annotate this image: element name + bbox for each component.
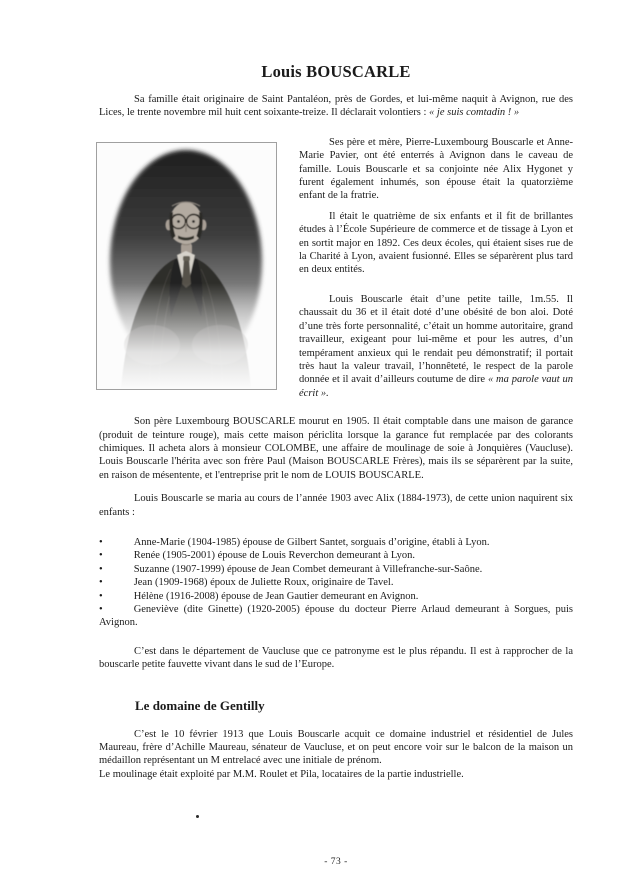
paragraph-father: Son père Luxembourg BOUSCARLE mourut en 1905. Il était comptable dans une maison de garance (produit de teinture rouge), mais cette maison périclita lorsque la garance fut remplacée par des colorants chimiques. Il acheta alors à monsieur COLOMBE, une affaire de moulinage de soie à Jonquières (Vaucluse). Louis Bouscarle l'hérita avec son frère Paul (Maison BOUSCARLE Frères), mais ils se séparèrent par la suite, en raison de mésentente, et l'entreprise prit le nom de LOUIS BOUSCARLE.: [99, 416, 573, 481]
bullet-marker: •: [99, 536, 103, 548]
paragraph-studies: Il était le quatrième de six enfants et il fit de brillantes études à l’École Supérieure de commerce et de tissage à Lyon et en sortit major en 1892. Ces deux écoles, qui étaient sises rue de la Charité à Lyon, avaient fusionné. Elles se séparèrent plus tard en deux entités.: [299, 210, 573, 276]
photo-frame: [96, 142, 277, 390]
list-item: [99, 603, 573, 630]
personality-text: Louis Bouscarle était d’une petite taille, 1m.55. Il chaussait du 36 et il était doté d’une obésité de bon aloi. Doté d’une très forte personnalité, c’était un homme autoritaire, grand travailleur, exigeant pour lui-même et pour les autres, d’un tempérament anxieux qui le rendait peu démonstratif; il portait très haut la valeur travail, l’honnêteté, le respect de la parole donnée et il avait d’ailleurs coutume de dire: [299, 293, 573, 386]
list-item: [99, 536, 573, 549]
page-number: - 73 -: [324, 857, 348, 867]
page-title: Louis BOUSCARLE: [261, 62, 411, 81]
list-item: [99, 590, 573, 603]
paragraph-marriage: Louis Bouscarle se maria au cours de l’année 1903 avec Alix (1884-1973), de cette union naquirent six enfants :: [99, 493, 573, 518]
ink-dot: [196, 815, 199, 818]
bullet-marker: •: [99, 577, 103, 589]
list-item-text: Hélène (1916-2008) épouse de Jean Gautier demeurant en Avignon.: [133, 590, 419, 602]
children-list: [99, 536, 573, 630]
paragraph-parents: Ses père et mère, Pierre-Luxembourg Bouscarle et Anne-Marie Pavier, ont été enterrés à Avignon dans le caveau de famille. Louis Bouscarle et sa conjointe née Alix Hygonet y furent également inhumés, son épouse était la quatorzième enfant de la fratrie.: [299, 136, 573, 202]
bullet-marker: •: [99, 590, 103, 602]
list-item-text: Renée (1905-2001) épouse de Louis Reverchon demeurant à Lyon.: [133, 550, 416, 562]
list-item-text: Anne-Marie (1904-1985) épouse de Gilbert Santet, sorguais d’origine, établi à Lyon.: [133, 536, 490, 548]
list-item-text: Jean (1909-1968) époux de Juliette Roux, originaire de Tavel.: [133, 577, 394, 589]
paragraph-personality: [299, 293, 573, 400]
section-heading: Le domaine de Gentilly: [135, 697, 265, 713]
photo-side-column: [299, 136, 573, 400]
bullet-marker: •: [99, 604, 103, 615]
portrait-photo: [97, 143, 276, 389]
list-item: [99, 576, 573, 589]
intro-quote: « je suis comtadin ! »: [429, 107, 520, 119]
intro-text: Sa famille était originaire de Saint Pantaléon, près de Gordes, et lui-même naquit à Avignon, rue des Lices, le trente novembre mil huit cent soixante-treize. Il déclarait volontiers :: [99, 94, 573, 119]
photo-and-text-row: [99, 136, 573, 400]
list-item-text: Geneviève (dite Ginette) (1920-2005) épouse du docteur Pierre Arlaud demeurant à Sorgues, puis Avignon.: [99, 604, 573, 629]
paragraph-patronyme: C’est dans le département de Vaucluse que ce patronyme est le plus répandu. Il est à rapprocher de la bouscarle petite fauvette vivant dans le sud de l’Europe.: [99, 645, 573, 671]
personality-quote: « ma parole vaut un écrit ».: [299, 374, 573, 399]
paragraph-acquisition: C’est le 10 février 1913 que Louis Bouscarle acquit ce domaine industriel et résidentiel de Jules Maureau, frère d’Achille Maureau, sénateur de Vaucluse, et on peut encore voir sur le balcon de la maison un médaillon représentant un M entrelacé avec une initiale de prénom.: [99, 728, 573, 767]
list-item: [99, 549, 573, 562]
list-item: [99, 563, 573, 576]
paragraph-intro: [99, 93, 573, 120]
list-item-text: Suzanne (1907-1999) épouse de Jean Combet demeurant à Villefranche-sur-Saône.: [133, 563, 483, 575]
paragraph-moulinage: Le moulinage était exploité par M.M. Roulet et Pila, locataires de la partie industrielle.: [99, 768, 464, 780]
bullet-marker: •: [99, 550, 103, 562]
bullet-marker: •: [99, 563, 103, 575]
page-content: [99, 0, 573, 781]
